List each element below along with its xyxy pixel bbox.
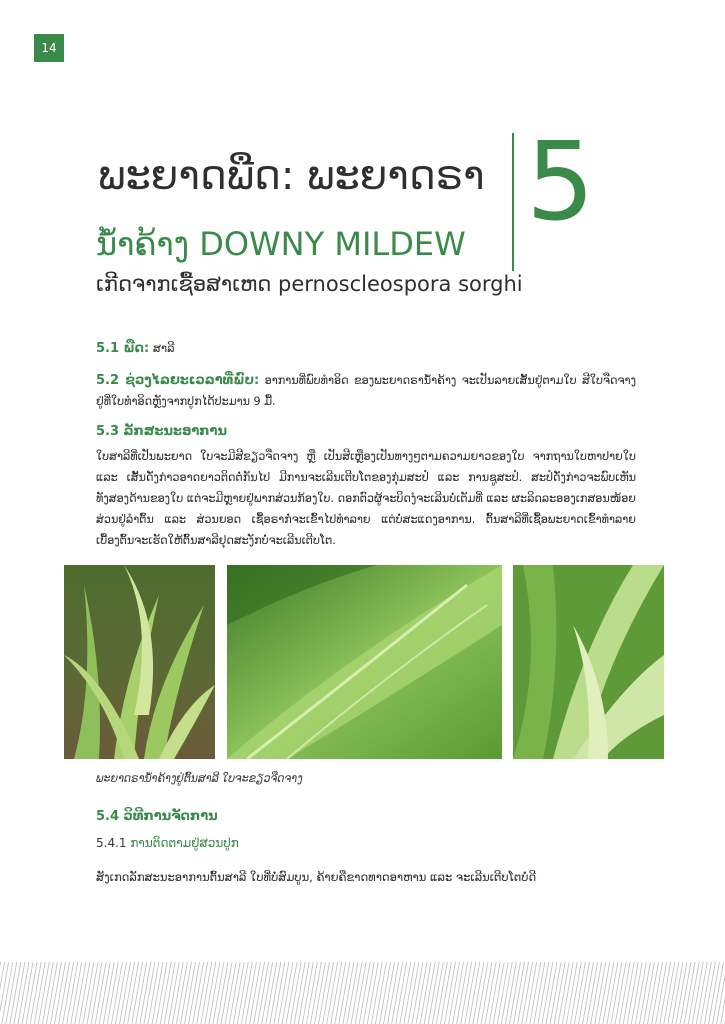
section-5-3-heading: 5.3 ລັກສະນະອາການ (96, 424, 227, 439)
section-5-4-1-text: ສັງເກດລັກສະນະອາການຕົ້ນສາລີ ໃບທີ່ບໍ່ສົມບູນ, ຄ້າຍຄືຂາດທາດອາຫານ ແລະ ຈະເລີນເຕີບໂຕບໍ່ດີ (96, 870, 537, 884)
photo-leaf-closeup (227, 565, 502, 759)
decorative-stripes (0, 962, 725, 1024)
section-5-1 (96, 338, 636, 359)
section-5-4-heading: 5.4 ວິທີການຈັດການ (96, 809, 218, 824)
section-5-3-text: ໃບສາລີທີ່ເປັນພະຍາດ ໃບຈະມີສີຂຽວຈືດຈາງ ຫຼື ເປັນສີເຫຼືອງເປັນທາງໆຕາມຄວາມຍາວຂອງໃບ ຈາກຖານໃບຫາປາຍໃບ ແລະ ເສັ້ນດັ່ງກ່າວອາດຍາວຕິດຕໍ່ກັນໄປ ມີການຈະເລີນເຕີບໂຕຂອງກຸ່ມສະປໍ ແລະ ການຊູສະປໍ. ສະປໍດັ່ງກ່າວຈະພົບເຫັນທັງສອງດ້ານຂອງໃບ ແຕ່ຈະມີຫຼາຍຢູ່ພາກສ່ວນກ້ອງໃບ. ດອກຕົວຜູ້ຈະບິດງໍຈະເລີນບໍ່ເຕັມທີ່ ແລະ ຜະລິດລະອອງເກສອນໜ້ອຍ ສ່ວນຢູ່ລຳຕົ້ນ ແລະ ສ່ວນຍອດ ເຊື້ອຣາກໍ່ຈະເຂົ້າໄປທຳລາຍ ແຕ່ບໍ່ສະແດງອາການ. ຕົ້ນສາລີທີ່ເຊື້ອພະຍາດເຂົ້າທຳລາຍ ເບື້ອງຕົ້ນຈະເຮັດໃຫ້ຕົ້ນສາລີຢຸດສະງັກບໍ່ຈະເລີນເຕີບໂຕ. (96, 450, 636, 547)
section-5-2-text: ອາການທີ່ພົບທຳອິດ ຂອງພະຍາດຣານ້ຳຄ້າງ ຈະເປັນລາຍເສັ້ນຢູ່ຕາມໃບ ສີໃບຈືດຈາງ ຢູ່ທີ່ໃບທຳອິດຫຼັງຈາກປູກໄດ້ປະມານ 9 ມື້. (96, 374, 636, 408)
photo-corn-field (64, 565, 215, 759)
section-5-4-1-title: ການຕິດຕາມຢູ່ສວນປູກ (130, 836, 239, 850)
pathogen-line: ເກີດຈາກເຊື້ອສາເຫດ pernoscleospora sorghi (96, 272, 523, 296)
section-5-4-1-number: 5.4.1 (96, 836, 127, 850)
chapter-title: ພະຍາດພືດ: ພະຍາດຣາ (98, 153, 485, 199)
section-5-4-1-heading (96, 836, 239, 850)
section-5-1-value: ສາລີ (152, 341, 175, 355)
section-5-4 (96, 806, 636, 827)
section-5-3 (96, 421, 636, 551)
disease-subtitle: ນ້ຳຄ້າງ DOWNY MILDEW (96, 225, 466, 263)
page-number: 14 (34, 34, 64, 62)
photo-caption: ພະຍາດຣານ້ຳຄ້າງຢູ່ຕົ້ນສາລີ ໃບຈະຂຽວຈືດຈາງ (96, 772, 303, 785)
section-5-2-heading: 5.2 ຊ່ວງໄລຍະເວລາທີ່ພົບ: (96, 373, 260, 388)
section-5-2 (96, 370, 636, 412)
chapter-divider (512, 133, 514, 271)
section-5-1-heading: 5.1 ພືດ: (96, 341, 150, 356)
photo-corn-plant (513, 565, 664, 759)
chapter-number: 5 (526, 120, 595, 245)
photo-strip (64, 565, 664, 759)
